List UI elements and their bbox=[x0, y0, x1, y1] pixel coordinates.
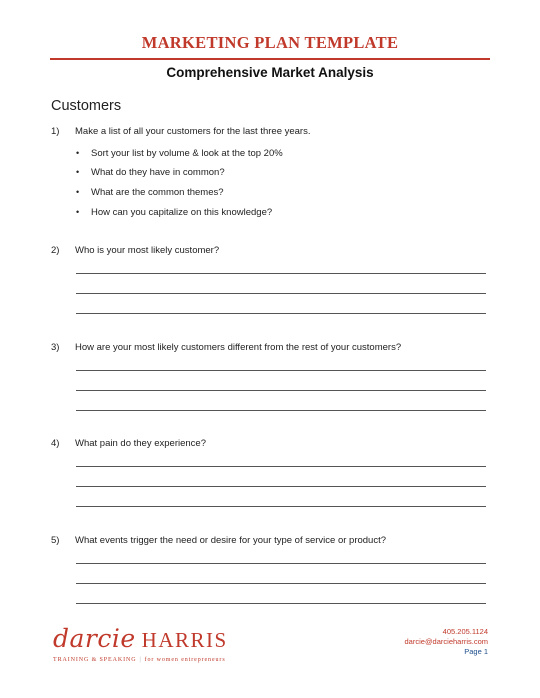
contact-email[interactable]: darcie@darcieharris.com bbox=[404, 637, 488, 646]
logo-script-text: darcie bbox=[53, 624, 136, 653]
page-number: Page 1 bbox=[464, 647, 488, 656]
page-subtitle: Comprehensive Market Analysis bbox=[166, 65, 374, 80]
title-divider bbox=[50, 58, 490, 60]
bullet-item: • What do they have in common? bbox=[76, 167, 225, 178]
bullet-icon: • bbox=[76, 207, 80, 217]
answer-line[interactable] bbox=[76, 486, 486, 487]
answer-line[interactable] bbox=[76, 603, 486, 604]
answer-line[interactable] bbox=[76, 410, 486, 411]
question-4 bbox=[51, 438, 206, 449]
question-text: What pain do they experience? bbox=[75, 438, 206, 449]
question-2 bbox=[51, 245, 219, 256]
question-number: 1) bbox=[51, 126, 60, 137]
question-number: 4) bbox=[51, 438, 60, 449]
answer-line[interactable] bbox=[76, 583, 486, 584]
bullet-icon: • bbox=[76, 187, 80, 197]
answer-line[interactable] bbox=[76, 273, 486, 274]
question-number: 2) bbox=[51, 245, 60, 256]
question-text: Who is your most likely customer? bbox=[75, 245, 220, 256]
answer-line[interactable] bbox=[76, 370, 486, 371]
question-3 bbox=[51, 342, 401, 353]
answer-line[interactable] bbox=[76, 293, 486, 294]
question-1 bbox=[51, 126, 310, 137]
bullet-icon: • bbox=[76, 167, 80, 177]
bullet-item: • What are the common themes? bbox=[76, 187, 224, 198]
answer-line[interactable] bbox=[76, 466, 486, 467]
question-5 bbox=[51, 535, 386, 546]
contact-phone: 405.205.1124 bbox=[442, 627, 488, 636]
bullet-item: • Sort your list by volume & look at the top 20% bbox=[76, 148, 283, 159]
page-title: MARKETING PLAN TEMPLATE bbox=[141, 33, 399, 52]
question-text: Make a list of all your customers for the last three years. bbox=[75, 126, 311, 137]
bullet-item: • How can you capitalize on this knowledge? bbox=[76, 207, 273, 218]
question-text: How are your most likely customers different from the rest of your customers? bbox=[75, 342, 402, 353]
logo-caps-text: HARRIS bbox=[141, 628, 228, 652]
question-number: 5) bbox=[51, 535, 60, 546]
contact-info bbox=[405, 627, 488, 657]
answer-line[interactable] bbox=[76, 506, 486, 507]
section-heading: Customers bbox=[51, 98, 122, 114]
answer-line[interactable] bbox=[76, 390, 486, 391]
brand-tagline: TRAINING & SPEAKING | for women entrepreneurs bbox=[53, 657, 226, 663]
bullet-icon: • bbox=[76, 148, 80, 158]
answer-line[interactable] bbox=[76, 313, 486, 314]
question-text: What events trigger the need or desire for your type of service or product? bbox=[75, 535, 387, 546]
answer-line[interactable] bbox=[76, 563, 486, 564]
brand-logo bbox=[53, 624, 228, 653]
question-number: 3) bbox=[51, 342, 60, 353]
